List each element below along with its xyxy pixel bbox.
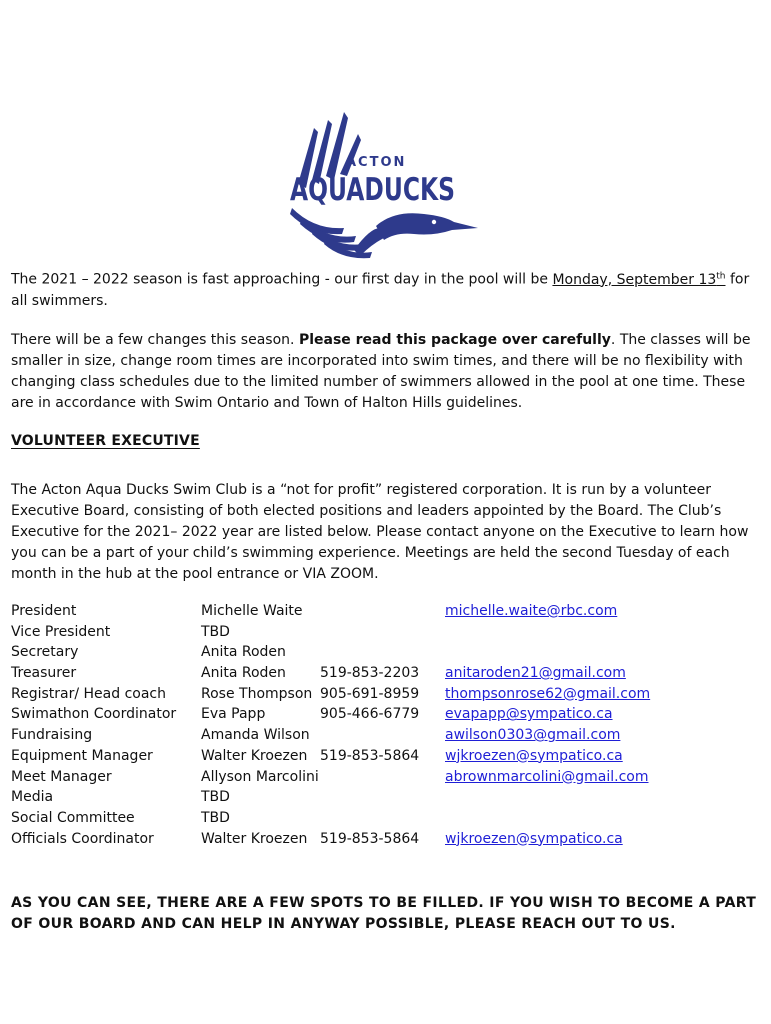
intro-paragraph — [11, 266, 763, 312]
executive-role: Secretary — [11, 644, 79, 661]
executive-row — [11, 789, 771, 810]
acton-aquaducks-logo — [284, 110, 479, 262]
executive-row — [11, 706, 771, 727]
executive-name: Allyson Marcolini — [201, 768, 319, 785]
executive-row — [11, 603, 771, 624]
executive-row — [11, 831, 771, 852]
volunteer-executive-heading: VOLUNTEER EXECUTIVE — [11, 433, 200, 449]
executive-role: Meet Manager — [11, 768, 112, 785]
executive-phone: 905-691-8959 — [320, 685, 420, 702]
intro-text-start: The 2021 – 2022 season is fast approaching - our first day in the pool will be — [11, 271, 553, 288]
about-paragraph: The Acton Aqua Ducks Swim Club is a “not for profit” registered corporation. It is run by a volunteer Executive Board, consisting of both elected positions and leaders appointed by the Board. The Club’s Executive for the 2021– 2022 year are listed below. Please contact anyone on the Executive to learn how you can be a part of your child’s swimming experience. Meetings are held the second Tuesday of each month in the hub at the pool entrance or VIA ZOOM. — [11, 482, 749, 582]
changes-text-start: There will be a few changes this season. — [11, 332, 299, 348]
executive-name: Anita Roden — [201, 644, 286, 661]
executive-row — [11, 686, 771, 707]
executive-row — [11, 665, 771, 686]
executive-row — [11, 624, 771, 645]
executive-row — [11, 727, 771, 748]
executive-role: Media — [11, 789, 54, 806]
executive-email-link[interactable]: anitaroden21@gmail.com — [445, 665, 626, 682]
executive-role: Vice President — [11, 623, 111, 640]
executive-name: Eva Papp — [201, 706, 266, 723]
start-date — [552, 272, 725, 288]
executive-row — [11, 748, 771, 769]
executive-email-link[interactable]: awilson0303@gmail.com — [445, 727, 621, 744]
executive-name: Amanda Wilson — [201, 727, 310, 744]
executive-phone: 905-466-6779 — [320, 706, 420, 723]
executive-email-link[interactable]: abrownmarcolini@gmail.com — [445, 768, 649, 785]
executive-name: Michelle Waite — [201, 603, 303, 619]
start-date-suffix: th — [716, 271, 726, 281]
duck-logo-graphic — [284, 110, 479, 262]
executive-role: Treasurer — [11, 665, 77, 682]
executive-name: Rose Thompson — [201, 685, 313, 702]
executive-role: Equipment Manager — [11, 747, 153, 764]
executive-row — [11, 644, 771, 665]
executive-list — [11, 603, 771, 851]
executive-name: Walter Kroezen — [201, 830, 308, 847]
executive-name: TBD — [201, 809, 230, 826]
executive-name: TBD — [201, 623, 230, 640]
executive-role: President — [11, 603, 77, 619]
executive-phone: 519-853-5864 — [320, 747, 420, 764]
changes-emphasis: Please read this package over carefully — [298, 332, 611, 348]
executive-email-link[interactable]: evapapp@sympatico.ca — [445, 706, 613, 723]
closing-statement: AS YOU CAN SEE, THERE ARE A FEW SPOTS TO BE FILLED. IF YOU WISH TO BECOME A PART OF OUR BOARD AND CAN HELP IN ANYWAY POSSIBLE, PLEASE REACH OUT TO US. — [11, 895, 757, 932]
executive-row — [11, 810, 771, 831]
logo-line1: ACTON — [346, 155, 407, 170]
executive-email-link[interactable]: michelle.waite@rbc.com — [445, 603, 618, 619]
executive-role: Social Committee — [11, 809, 135, 826]
executive-email-link[interactable]: wjkroezen@sympatico.ca — [445, 830, 623, 847]
executive-name: TBD — [201, 789, 230, 806]
changes-paragraph — [11, 330, 763, 414]
executive-name: Anita Roden — [201, 665, 286, 682]
executive-name: Walter Kroezen — [201, 747, 308, 764]
executive-phone: 519-853-2203 — [320, 665, 420, 682]
executive-phone: 519-853-5864 — [320, 830, 420, 847]
executive-email-link[interactable]: wjkroezen@sympatico.ca — [445, 747, 623, 764]
start-date-text: Monday, September 13 — [552, 271, 717, 288]
executive-role: Swimathon Coordinator — [11, 706, 177, 723]
executive-row — [11, 769, 771, 790]
logo-line2: AQUADUCKS — [290, 172, 455, 208]
executive-email-link[interactable]: thompsonrose62@gmail.com — [445, 685, 651, 702]
changes-text-end: . The classes will be smaller in size, change room times are incorporated into swim times, and there will be no flexibility with changing class schedules due to the limited number of swimmers allowed in the pool at one time. These are in accordance with Swim Ontario and Town of Halton Hills guidelines. — [11, 332, 751, 411]
executive-role: Officials Coordinator — [11, 830, 154, 847]
executive-role: Registrar/ Head coach — [11, 685, 166, 702]
intro-text-end: for all swimmers. — [11, 271, 750, 309]
executive-role: Fundraising — [11, 727, 93, 744]
